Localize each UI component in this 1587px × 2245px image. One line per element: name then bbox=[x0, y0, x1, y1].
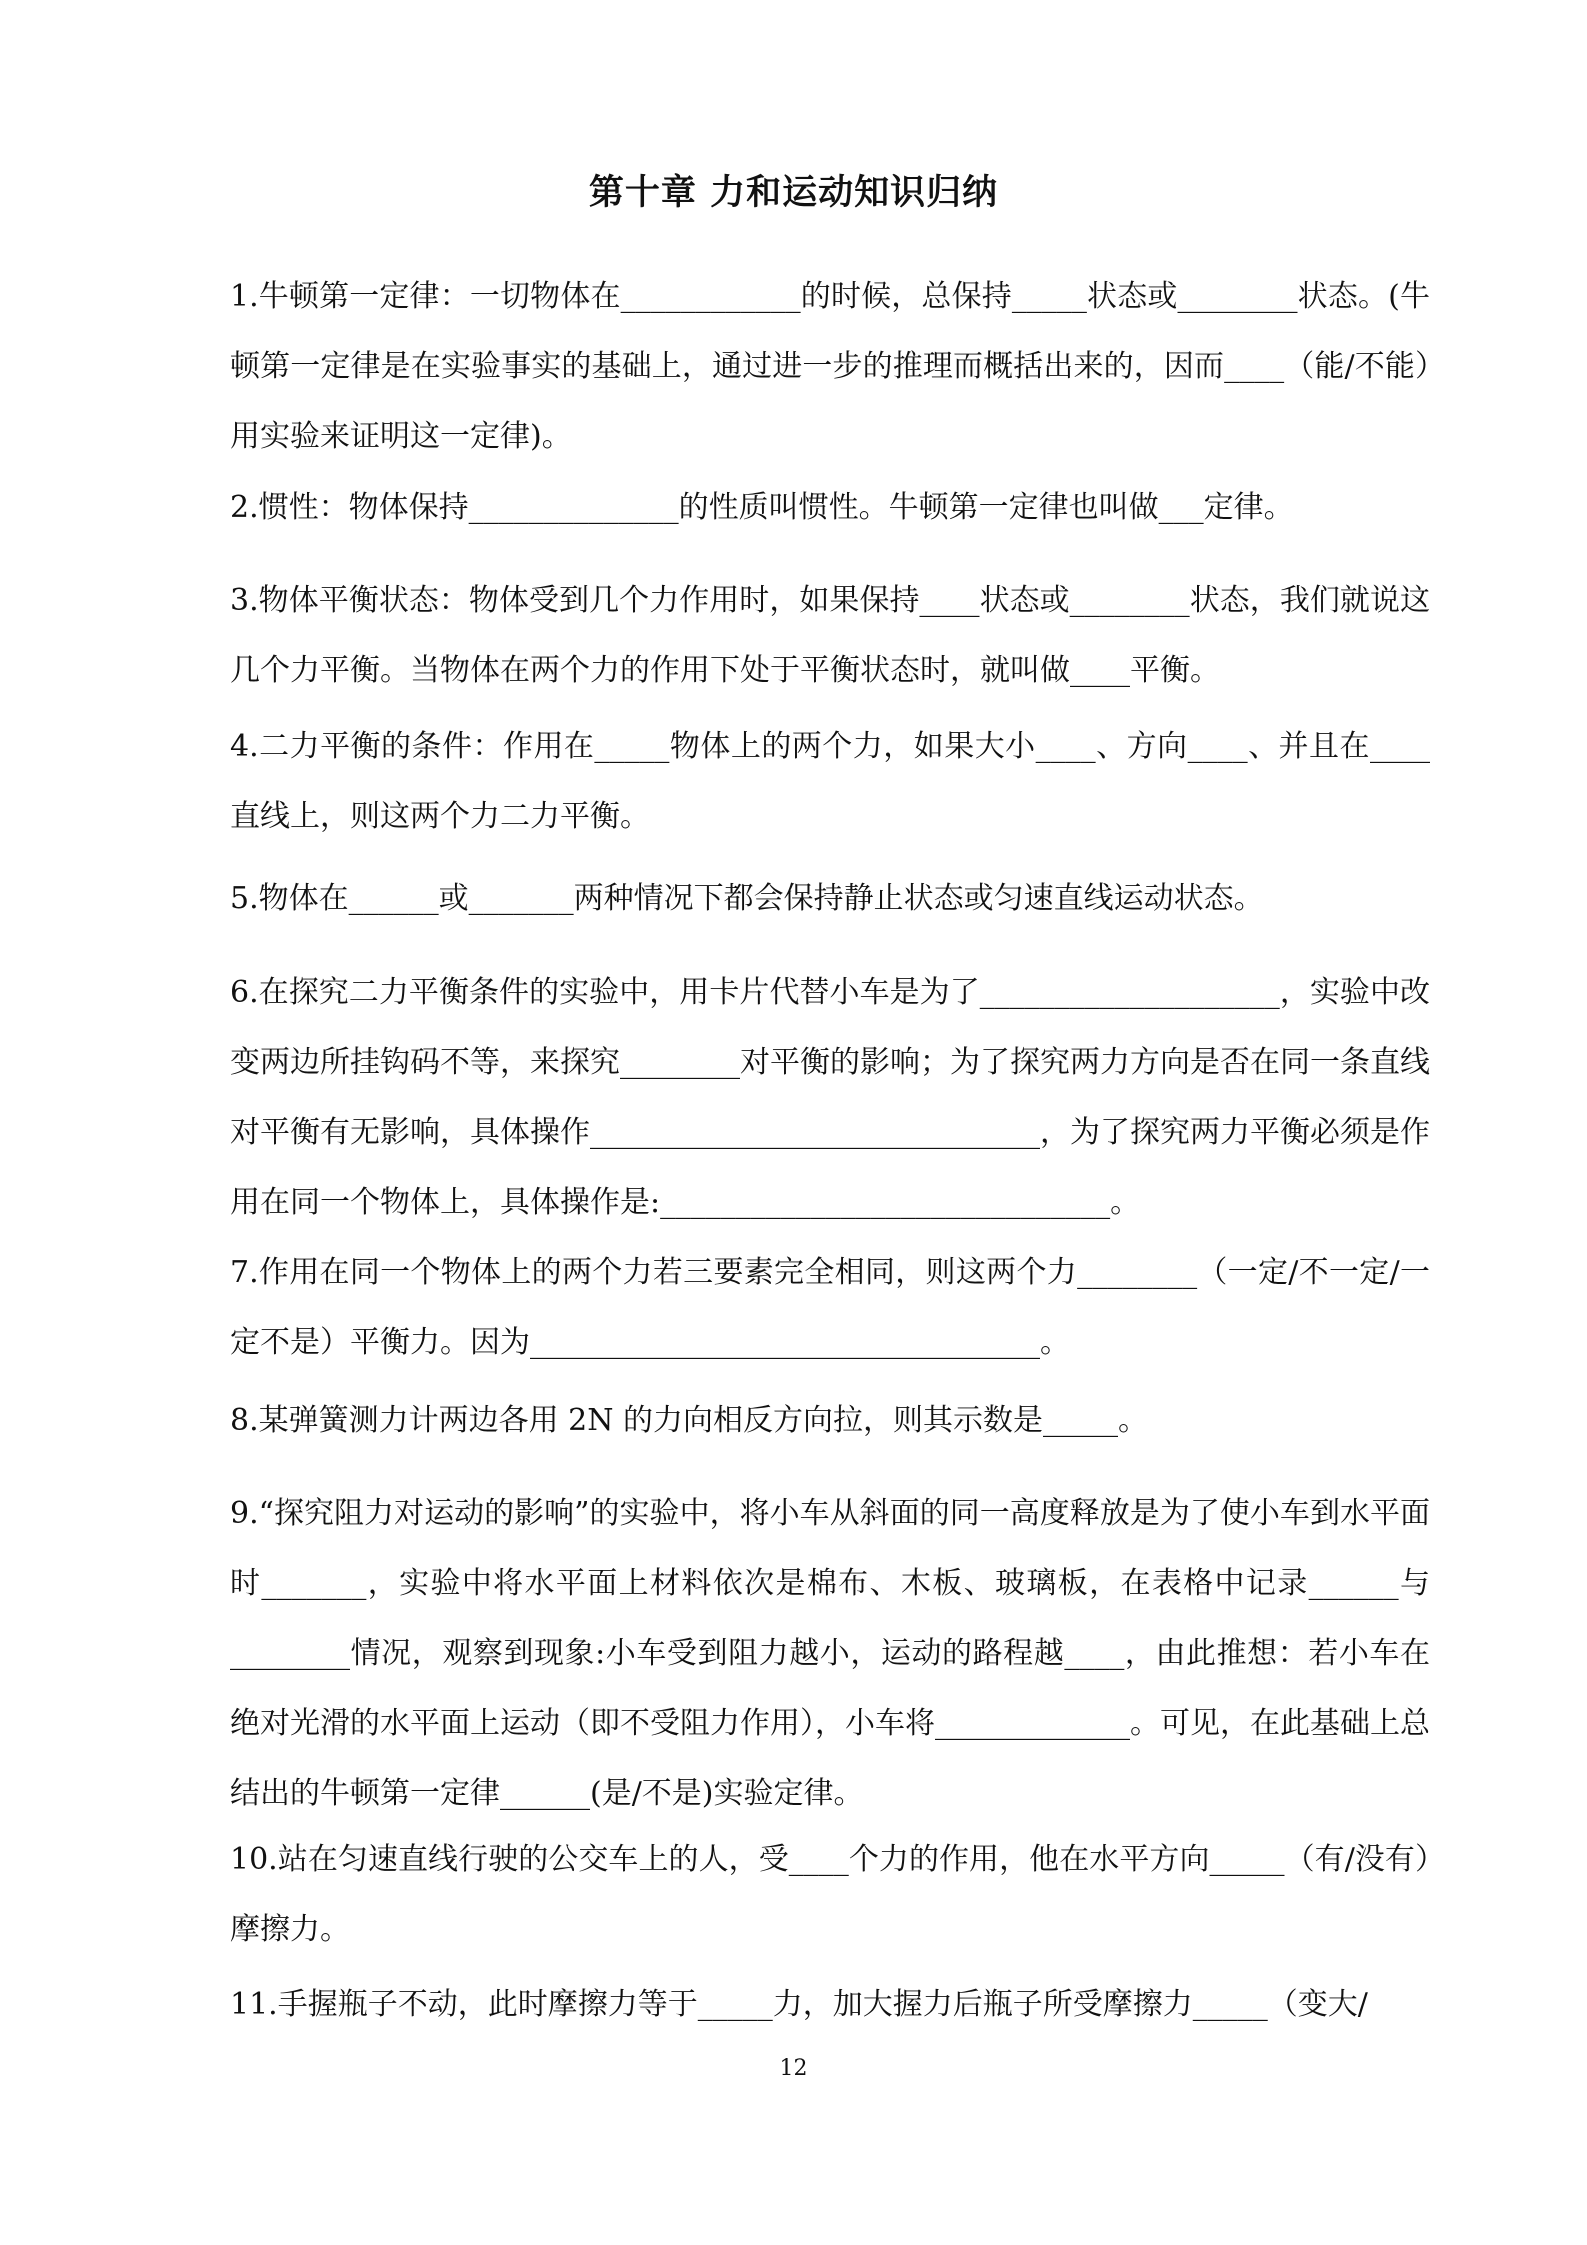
page-number: 12 bbox=[779, 2056, 808, 2081]
question-2: 2.惯性：物体保持______________的性质叫惯性。牛顿第一定律也叫做___定律。 bbox=[230, 490, 1294, 525]
question-4: 4.二力平衡的条件：作用在_____物体上的两个力，如果大小____、方向____、并且在____直线上，则这两个力二力平衡。 bbox=[230, 729, 1430, 834]
question-6: 6.在探究二力平衡条件的实验中，用卡片代替小车是为了____________________，实验中改变两边所挂钩码不等，来探究________对平衡的影响；为了探究两力方向是否在同一条直线对平衡有无影响，具体操作______________________________，为了探究两力平衡必须是作用在同一个物体上，具体操作是:______________________________。 bbox=[230, 975, 1430, 1220]
question-3: 3.物体平衡状态：物体受到几个力作用时，如果保持____状态或________状态，我们就说这几个力平衡。当物体在两个力的作用下处于平衡状态时，就叫做____平衡。 bbox=[230, 583, 1430, 688]
question-9: 9.“探究阻力对运动的影响”的实验中，将小车从斜面的同一高度释放是为了使小车到水平面时_______，实验中将水平面上材料依次是棉布、木板、玻璃板，在表格中记录______与________情况，观察到现象:小车受到阻力越小，运动的路程越____，由此推想：若小车在绝对光滑的水平面上运动（即不受阻力作用），小车将_____________。可见，在此基础上总结出的牛顿第一定律______(是/不是)实验定律。 bbox=[230, 1496, 1430, 1811]
question-8: 8.某弹簧测力计两边各用 2N 的力向相反方向拉，则其示数是_____。 bbox=[230, 1403, 1149, 1438]
question-11: 11.手握瓶子不动，此时摩擦力等于_____力，加大握力后瓶子所受摩擦力_____（变大/ bbox=[230, 1987, 1368, 2022]
question-10: 10.站在匀速直线行驶的公交车上的人，受____个力的作用，他在水平方向_____（有/没有）摩擦力。 bbox=[230, 1842, 1430, 1947]
question-7: 7.作用在同一个物体上的两个力若三要素完全相同，则这两个力________（一定/不一定/一定不是）平衡力。因为__________________________________。 bbox=[230, 1255, 1430, 1360]
question-1: 1.牛顿第一定律：一切物体在____________的时候，总保持_____状态或________状态。(牛顿第一定律是在实验事实的基础上，通过进一步的推理而概括出来的，因而____（能/不能）用实验来证明这一定律)。 bbox=[230, 279, 1430, 454]
question-5: 5.物体在______或_______两种情况下都会保持静止状态或匀速直线运动状态。 bbox=[230, 881, 1264, 916]
page-title: 第十章 力和运动知识归纳 bbox=[588, 172, 999, 213]
